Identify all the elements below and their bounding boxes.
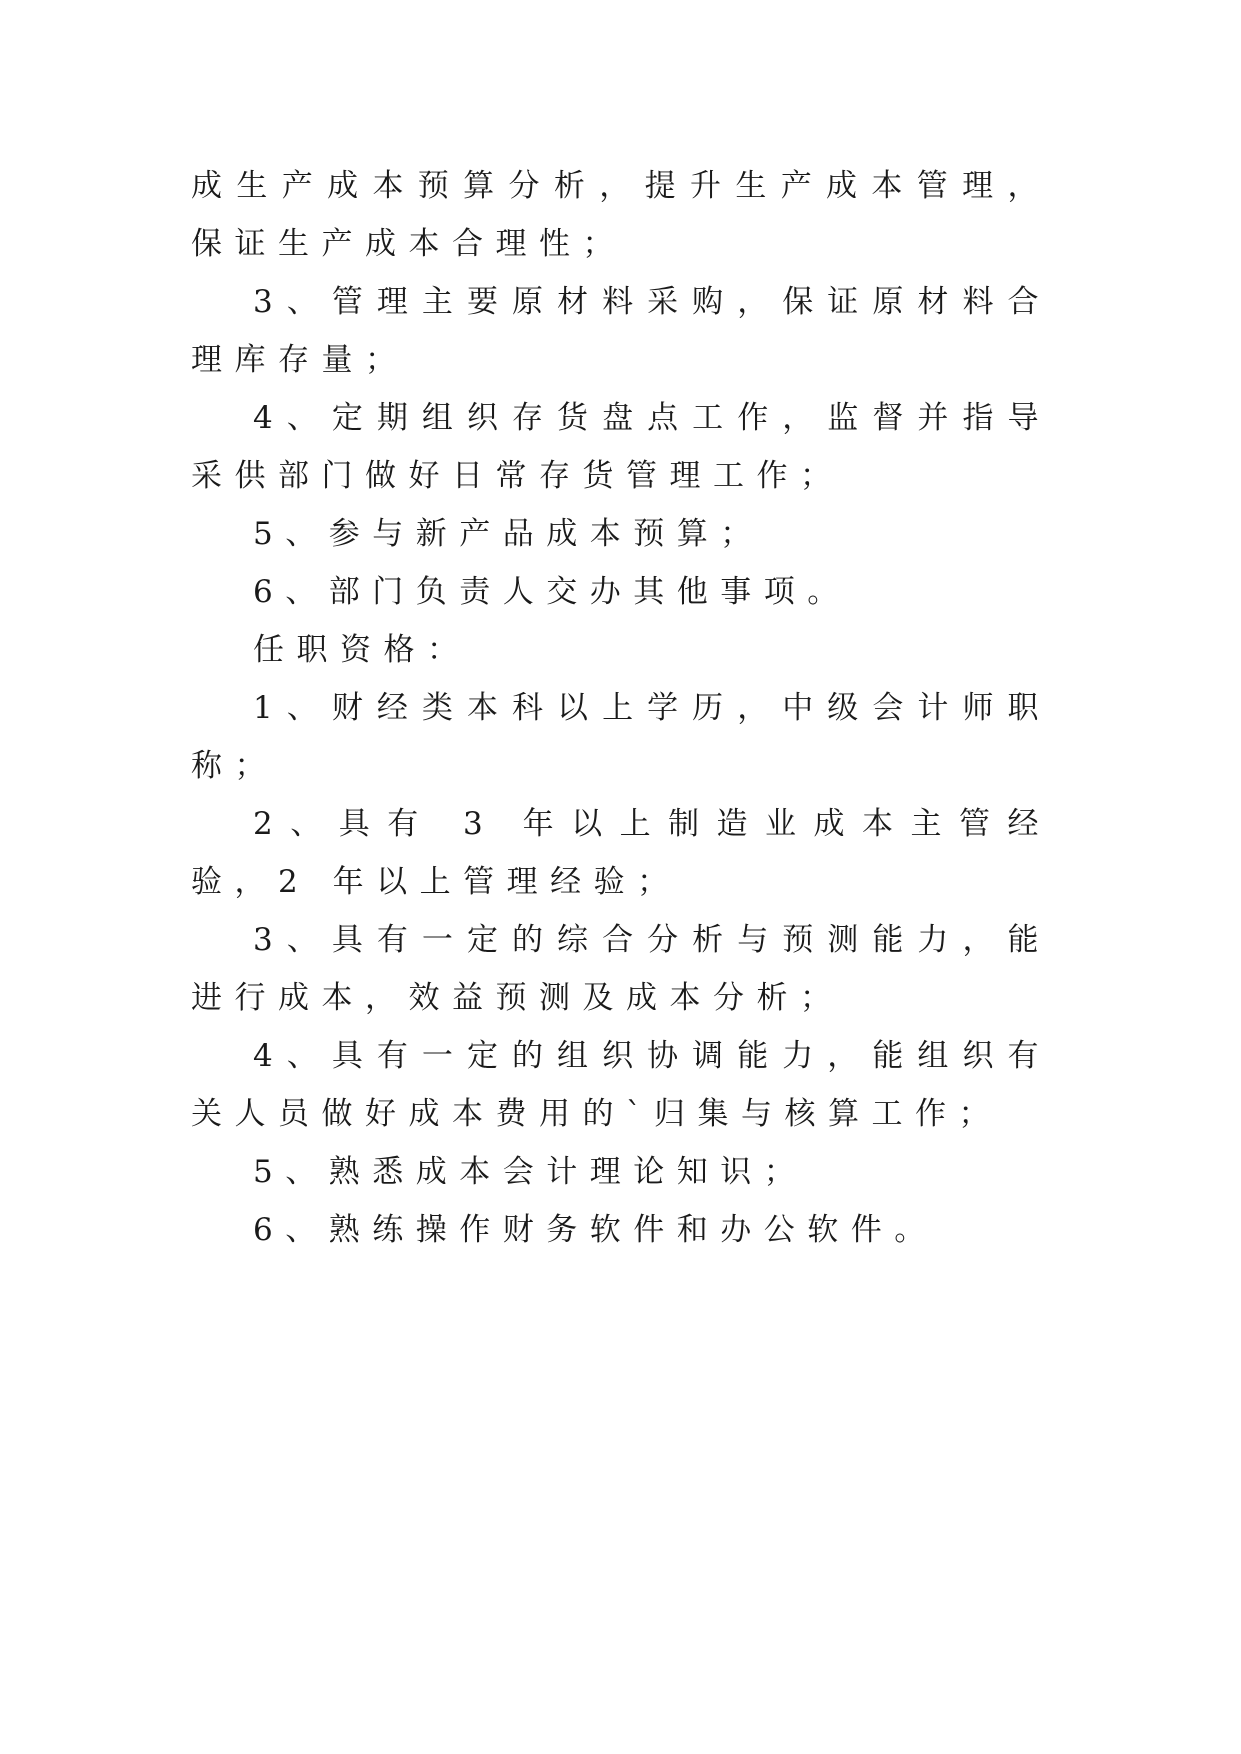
qualification-item-3: 3、具有一定的综合分析与预测能力，能进行成本，效益预测及成本分析； [191, 922, 1051, 1016]
qualification-item-2: 2、具有 3 年以上制造业成本主管经验，2 年以上管理经验； [191, 806, 1051, 900]
qualification-item-1: 1、财经类本科以上学历，中级会计师职称； [191, 690, 1051, 784]
duty-item-4: 4、定期组织存货盘点工作，监督并指导采供部门做好日常存货管理工作； [191, 400, 1051, 494]
document-body [191, 157, 1051, 1259]
qualification-item-4: 4、具有一定的组织协调能力，能组织有关人员做好成本费用的`归集与核算工作； [191, 1038, 1051, 1132]
paragraph-continuation: 成生产成本预算分析，提升生产成本管理，保证生产成本合理性； [191, 168, 1051, 262]
qualifications-heading: 任职资格： [253, 632, 471, 668]
duty-item-6: 6、部门负责人交办其他事项。 [253, 574, 851, 610]
qualification-item-5: 5、熟悉成本会计理论知识； [253, 1154, 808, 1190]
qualification-item-6: 6、熟练操作财务软件和办公软件。 [253, 1212, 938, 1248]
duty-item-3: 3、管理主要原材料采购，保证原材料合理库存量； [191, 284, 1051, 378]
duty-item-5: 5、参与新产品成本预算； [253, 516, 764, 552]
